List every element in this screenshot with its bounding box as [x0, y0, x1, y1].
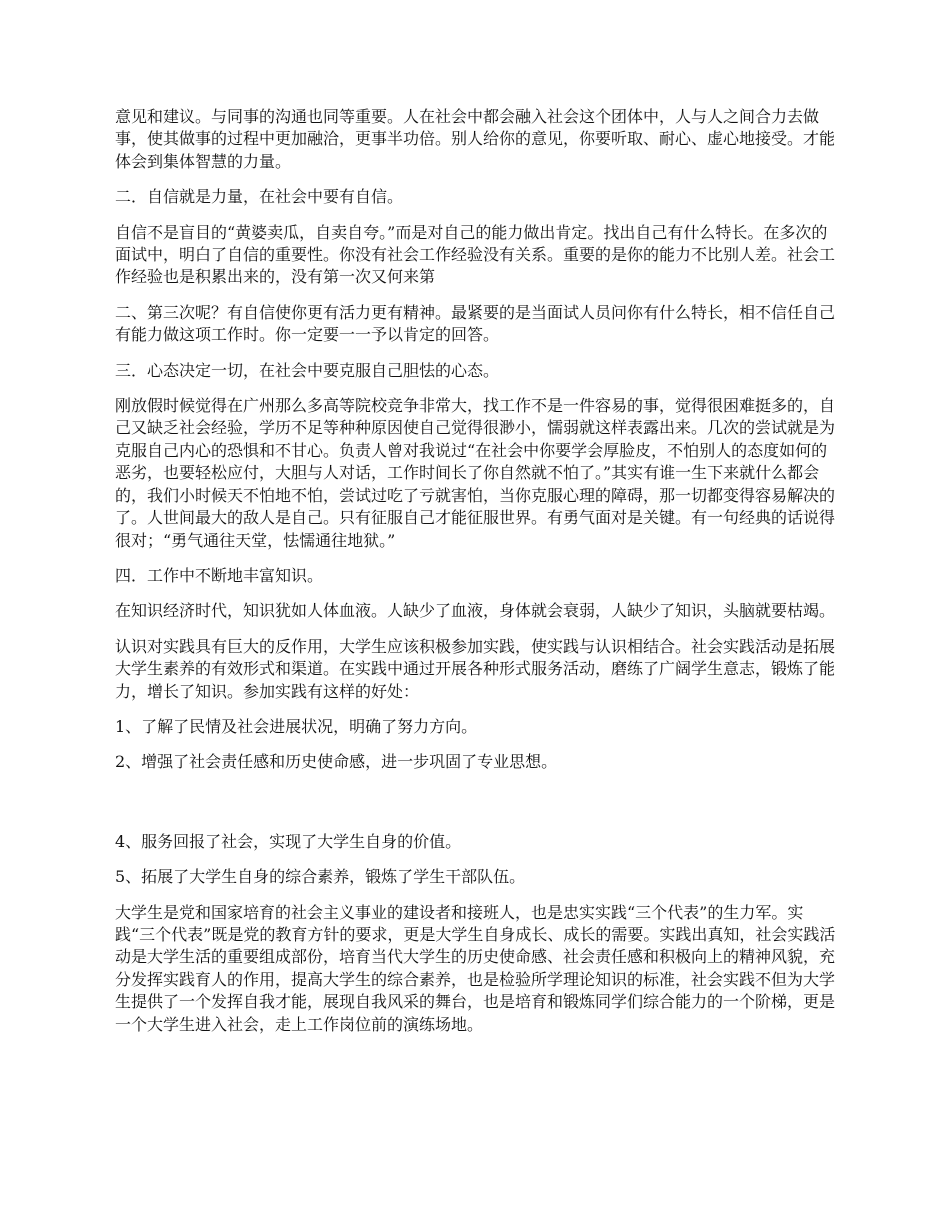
paragraph-colleague-communication: 意见和建议。与同事的沟通也同等重要。人在社会中都会融入社会这个团体中，人与人之间合力去做事，使其做事的过程中更加融洽，更事半功倍。别人给你的意见，你要听取、耐心、虚心地接受。才能体会到集体智慧的力量。 — [115, 107, 836, 171]
list-item-5: 5、拓展了大学生自身的综合素养，锻炼了学生干部队伍。 — [115, 867, 526, 887]
paragraph-confidence: 自信不是盲目的“黄婆卖瓜，自卖自夸。”而是对自己的能力做出肯定。找出自己有什么特长。在多次的面试中，明白了自信的重要性。你没有社会工作经验没有关系。重要的是你的能力不比别人差。社会工作经验也是积累出来的，没有第一次又何来第 — [115, 222, 836, 287]
list-item-2: 2、增强了社会责任感和历史使命感，进一步巩固了专业思想。 — [115, 752, 558, 772]
paragraph-mindset: 刚放假时候觉得在广州那么多高等院校竞争非常大，找工作不是一件容易的事，觉得很困难挺多的，自己又缺乏社会经验，学历不足等种种原因使自己觉得很渺小，懦弱就这样表露出来。几次的尝试就是为克服自己内心的恐惧和不甘心。负责人曾对我说过“在社会中你要学会厚脸皮，不怕别人的态度如何的恶劣，也要轻松应付，大胆与人对话，工作时间长了你自然就不怕了。”其实有谁一生下来就什么都会的，我们小时候天不怕地不怕，尝试过吃了亏就害怕，当你克服心理的障碍，那一切都变得容易解决的了。人世间最大的敌人是自己。只有征服自己才能征服世界。有勇气面对是关键。有一句经典的话说得很对；“勇气通往天堂，怯懦通往地狱。” — [115, 396, 836, 550]
heading-knowledge: 四．工作中不断地丰富知识。 — [115, 565, 324, 585]
heading-confidence: 二．自信就是力量，在社会中要有自信。 — [115, 187, 404, 207]
paragraph-confidence-continued: 二、第三次呢？有自信使你更有活力更有精神。最紧要的是当面试人员问你有什么特长，相不信任自己有能力做这项工作时。你一定要一一予以肯定的回答。 — [115, 302, 836, 345]
paragraph-practice: 认识对实践具有巨大的反作用，大学生应该积极参加实践，使实践与认识相结合。社会实践活动是拓展大学生素养的有效形式和渠道。在实践中通过开展各种形式服务活动，磨练了广阔学生意志，锻炼了能力，增长了知识。参加实践有这样的好处： — [115, 636, 836, 701]
blank-gap — [115, 787, 843, 831]
list-item-4: 4、服务回报了社会，实现了大学生自身的价值。 — [115, 831, 462, 851]
heading-mindset: 三．心态决定一切，在社会中要克服自己胆怯的心态。 — [115, 360, 500, 380]
paragraph-knowledge: 在知识经济时代，知识犹如人体血液。人缺少了血液，身体就会衰弱，人缺少了知识，头脑就要枯竭。 — [115, 601, 836, 621]
list-item-1: 1、了解了民情及社会进展状况，明确了努力方向。 — [115, 716, 478, 736]
document-page — [115, 106, 843, 1049]
paragraph-conclusion: 大学生是党和国家培育的社会主义事业的建设者和接班人，也是忠实实践“三个代表”的生力军。实践“三个代表”既是党的教育方针的要求，更是大学生自身成长、成长的需要。实践出真知，社会实践活动是大学生活的重要组成部份，培育当代大学生的历史使命感、社会责任感和积极向上的精神风貌，充分发挥实践育人的作用，提高大学生的综合素养，也是检验所学理论知识的标准，社会实践不但为大学生提供了一个发挥自我才能，展现自我风采的舞台，也是培育和锻炼同学们综合能力的一个阶梯，更是一个大学生进入社会，走上工作岗位前的演练场地。 — [115, 902, 836, 1034]
